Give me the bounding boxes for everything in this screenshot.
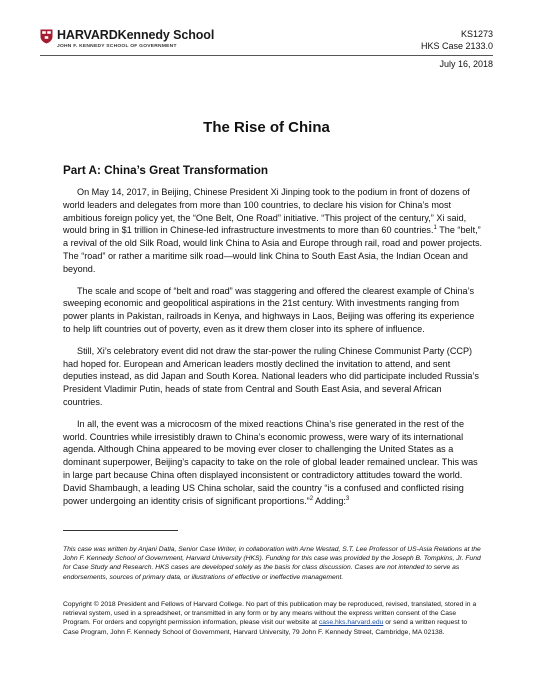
part-heading: Part A: China’s Great Transformation <box>63 164 269 177</box>
hks-case-number: HKS Case 2133.0 <box>420 40 493 51</box>
footnote-separator <box>63 530 178 531</box>
document-title: The Rise of China <box>203 119 330 136</box>
case-id: KS1273 <box>460 29 493 39</box>
case-website-link[interactable]: case.hks.harvard.edu <box>318 619 384 627</box>
copyright-notice: Copyright © 2018 President and Fellows of Harvard College. No part of this publication may be reproduced, revised, translated, stored in a retrieval system, used in a spreadsheet, or transmitted in any form or by any means without the express written consent of the Case Program. For orders and copyright permission information, please visit our website at case.hks.harvard.edu or send a written request to Case Program, John F. Kennedy School of Government, Harvard University, 79 John F. Kennedy Street, Cambridge, MA 02138. <box>63 601 477 636</box>
harvard-shield-icon <box>40 29 53 44</box>
document-header <box>40 28 493 68</box>
footnote-ref-1: 1 <box>433 225 437 232</box>
paragraph-4: In all, the event was a microcosm of the mixed reactions China’s rise generated in the rest of the world. Countries while irresistibly drawn to China’s economic prowess, were wary of its international agenda. Although China appeared to be moving ever closer to challenging the United States as a dominant superpower, Beijing’s capacity to take on the role of global leader remained unclear. This was in large part because China often displayed inconsistent or contradictory attitudes toward the world. David Shambaugh, a leading US China scholar, said the country “is a confused and conflicted rising power undergoing an identity crisis of significant proportions.”$^2$ Adding:$^3$ <box>63 418 478 506</box>
body-text <box>63 186 483 516</box>
logo-kennedy-school-text: Kennedy School <box>117 28 215 42</box>
hks-logo <box>40 29 214 50</box>
footnote-ref-2: 2 <box>309 495 314 502</box>
logo-harvard-text: HARVARD <box>57 28 118 42</box>
paragraph-3: Still, Xi’s celebratory event did not draw the star-power the ruling Chinese Communist Party (CCP) had hoped for. European and American leaders mostly declined the invitation to attend, and sent deputies instead, as did Japan and South Korea. National leaders who did participate included Russia’s President Vladimir Putin, heads of state from Central and South East Asia, and several African countries. <box>63 345 479 407</box>
case-identifiers <box>421 29 493 52</box>
logo-subtitle: JOHN F. KENNEDY SCHOOL OF GOVERNMENT <box>57 44 177 49</box>
paragraph-2: The scale and scope of “belt and road” was staggering and offered the clearest example of China’s sweeping economic and geopolitical aspirations in the 21st century. With investments ranging from power plants in Pakistan, railroads in Kenya, and highways in Laos, Beijing was offering its experience to help lift countries out of poverty, even as it drew them closer into its sphere of influence. <box>63 285 475 334</box>
case-date: July 16, 2018 <box>439 59 493 69</box>
case-disclaimer: This case was written by Anjani Datla, Senior Case Writer, in collaboration with Arne Westad, S.T. Lee Professor of US-Asia Relations at the John F. Kennedy School of Government, Harvard University (HKS). Funding for this case was provided by the Joseph B. Tompkins, Jr. Fund for Case Study and Research. HKS cases are developed solely as the basis for class discussion. Cases are not intended to serve as endorsements, sources of primary data, or illustrations of effective or ineffective management. <box>63 546 481 581</box>
header-rule <box>40 55 493 56</box>
paragraph-1: On May 14, 2017, in Beijing, Chinese President Xi Jinping took to the podium in front of dozens of world leaders and delegates from more than 100 countries, to declare his vision for China’s most ambitious foreign policy yet, the “One Belt, One Road” initiative. “This project of the century,” Xi said, would bring in $1 trillion in Chinese-led infrastructure investments to more than 60 countries.$^1$ The “belt,” a revival of the old Silk Road, would link China to Asia and Europe through rail, road and power projects. The “road” or rather a maritime silk road—would link China to South East Asia, the Indian Ocean and beyond. <box>63 187 483 274</box>
footnote-ref-3: 3 <box>345 495 350 502</box>
